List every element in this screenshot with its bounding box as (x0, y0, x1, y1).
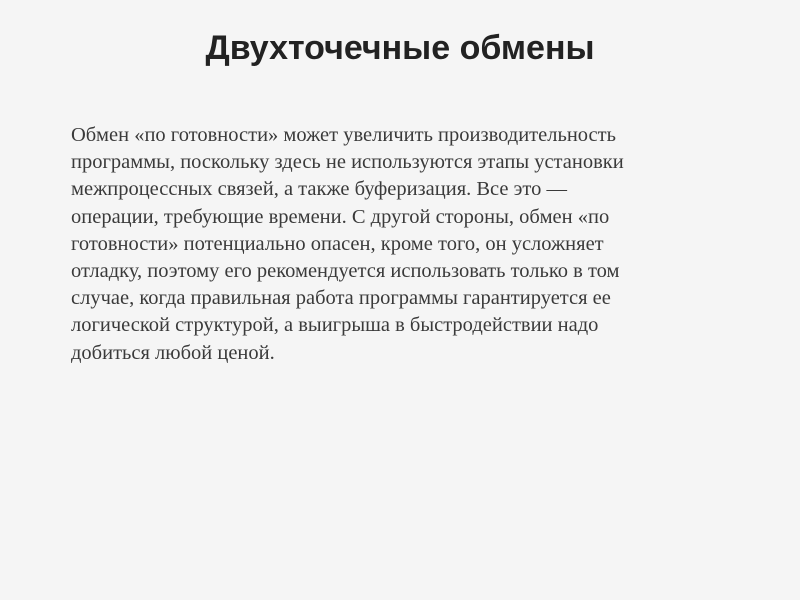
body-line: межпроцессных связей, а также буферизация. Все это — (71, 178, 567, 201)
body-line: логической структурой, а выигрыша в быстродействии надо (71, 314, 599, 337)
body-line: готовности» потенциально опасен, кроме того, он усложняет (71, 232, 604, 255)
body-line: случае, когда правильная работа программы гарантируется ее (71, 287, 611, 310)
body-line: операции, требующие времени. С другой стороны, обмен «по (71, 205, 610, 228)
body-line: добиться любой ценой. (71, 341, 275, 364)
body-line: Обмен «по готовности» может увеличить производительность (71, 124, 616, 146)
body-line: отладку, поэтому его рекомендуется использовать только в том (71, 260, 620, 283)
slide-body-text (71, 122, 751, 367)
slide-title: Двухточечные обмены (205, 29, 595, 67)
body-line: программы, поскольку здесь не используются этапы установки (71, 151, 624, 174)
